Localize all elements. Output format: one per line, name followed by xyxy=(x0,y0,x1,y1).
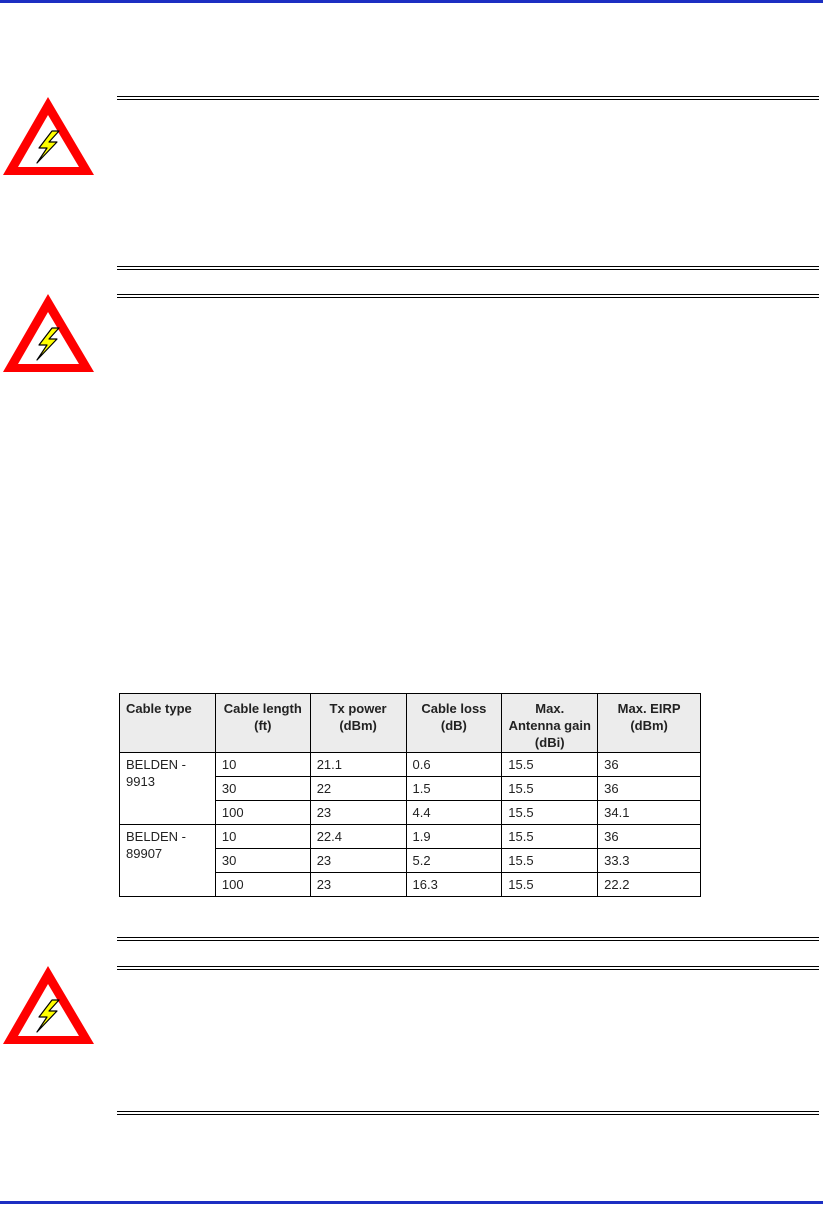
table-cell: 4.4 xyxy=(406,801,502,825)
warning-1-top-rule xyxy=(117,96,819,100)
table-cell: 22 xyxy=(310,777,406,801)
table-cell: 23 xyxy=(310,849,406,873)
table-cell: 15.5 xyxy=(502,801,598,825)
table-cell: 0.6 xyxy=(406,753,502,777)
table-cell: 30 xyxy=(215,777,310,801)
cable-type-cell: BELDEN - 89907 xyxy=(120,825,216,897)
table-cell: 15.5 xyxy=(502,873,598,897)
table-cell: 1.5 xyxy=(406,777,502,801)
table-header-row xyxy=(120,694,701,753)
table-cell: 36 xyxy=(598,753,701,777)
warning-3-bottom-rule xyxy=(117,1111,819,1115)
high-voltage-warning-icon xyxy=(1,964,96,1046)
table-cell: 5.2 xyxy=(406,849,502,873)
table-cell: 1.9 xyxy=(406,825,502,849)
high-voltage-warning-icon xyxy=(1,95,96,177)
table-row xyxy=(120,753,701,777)
table-cell: 15.5 xyxy=(502,849,598,873)
page-bottom-rule xyxy=(0,1201,823,1204)
table-cell: 22.4 xyxy=(310,825,406,849)
warning-2-top-rule xyxy=(117,294,819,298)
table-cell: 100 xyxy=(215,801,310,825)
header-max-eirp: Max. EIRP (dBm) xyxy=(598,694,701,753)
table-cell: 23 xyxy=(310,801,406,825)
header-cable-loss: Cable loss (dB) xyxy=(406,694,502,753)
table-cell: 23 xyxy=(310,873,406,897)
table-cell: 34.1 xyxy=(598,801,701,825)
cable-eirp-table xyxy=(119,693,701,897)
table-cell: 33.3 xyxy=(598,849,701,873)
table-cell: 36 xyxy=(598,825,701,849)
table-cell: 15.5 xyxy=(502,753,598,777)
header-cable-type: Cable type xyxy=(120,694,216,753)
table-cell: 15.5 xyxy=(502,825,598,849)
page-top-rule xyxy=(0,0,823,3)
header-cable-length: Cable length (ft) xyxy=(215,694,310,753)
table-cell: 22.2 xyxy=(598,873,701,897)
table-cell: 10 xyxy=(215,825,310,849)
table-cell: 10 xyxy=(215,753,310,777)
table-cell: 15.5 xyxy=(502,777,598,801)
high-voltage-warning-icon xyxy=(1,292,96,374)
header-antenna-gain: Max. Antenna gain (dBi) xyxy=(502,694,598,753)
header-tx-power: Tx power (dBm) xyxy=(310,694,406,753)
warning-2-bottom-rule xyxy=(117,937,819,941)
table-cell: 30 xyxy=(215,849,310,873)
table-cell: 100 xyxy=(215,873,310,897)
cable-type-cell: BELDEN - 9913 xyxy=(120,753,216,825)
table-cell: 36 xyxy=(598,777,701,801)
warning-3-top-rule xyxy=(117,966,819,970)
table-cell: 21.1 xyxy=(310,753,406,777)
warning-1-bottom-rule xyxy=(117,266,819,270)
table-row xyxy=(120,825,701,849)
table-cell: 16.3 xyxy=(406,873,502,897)
cable-eirp-table-container xyxy=(119,693,701,897)
